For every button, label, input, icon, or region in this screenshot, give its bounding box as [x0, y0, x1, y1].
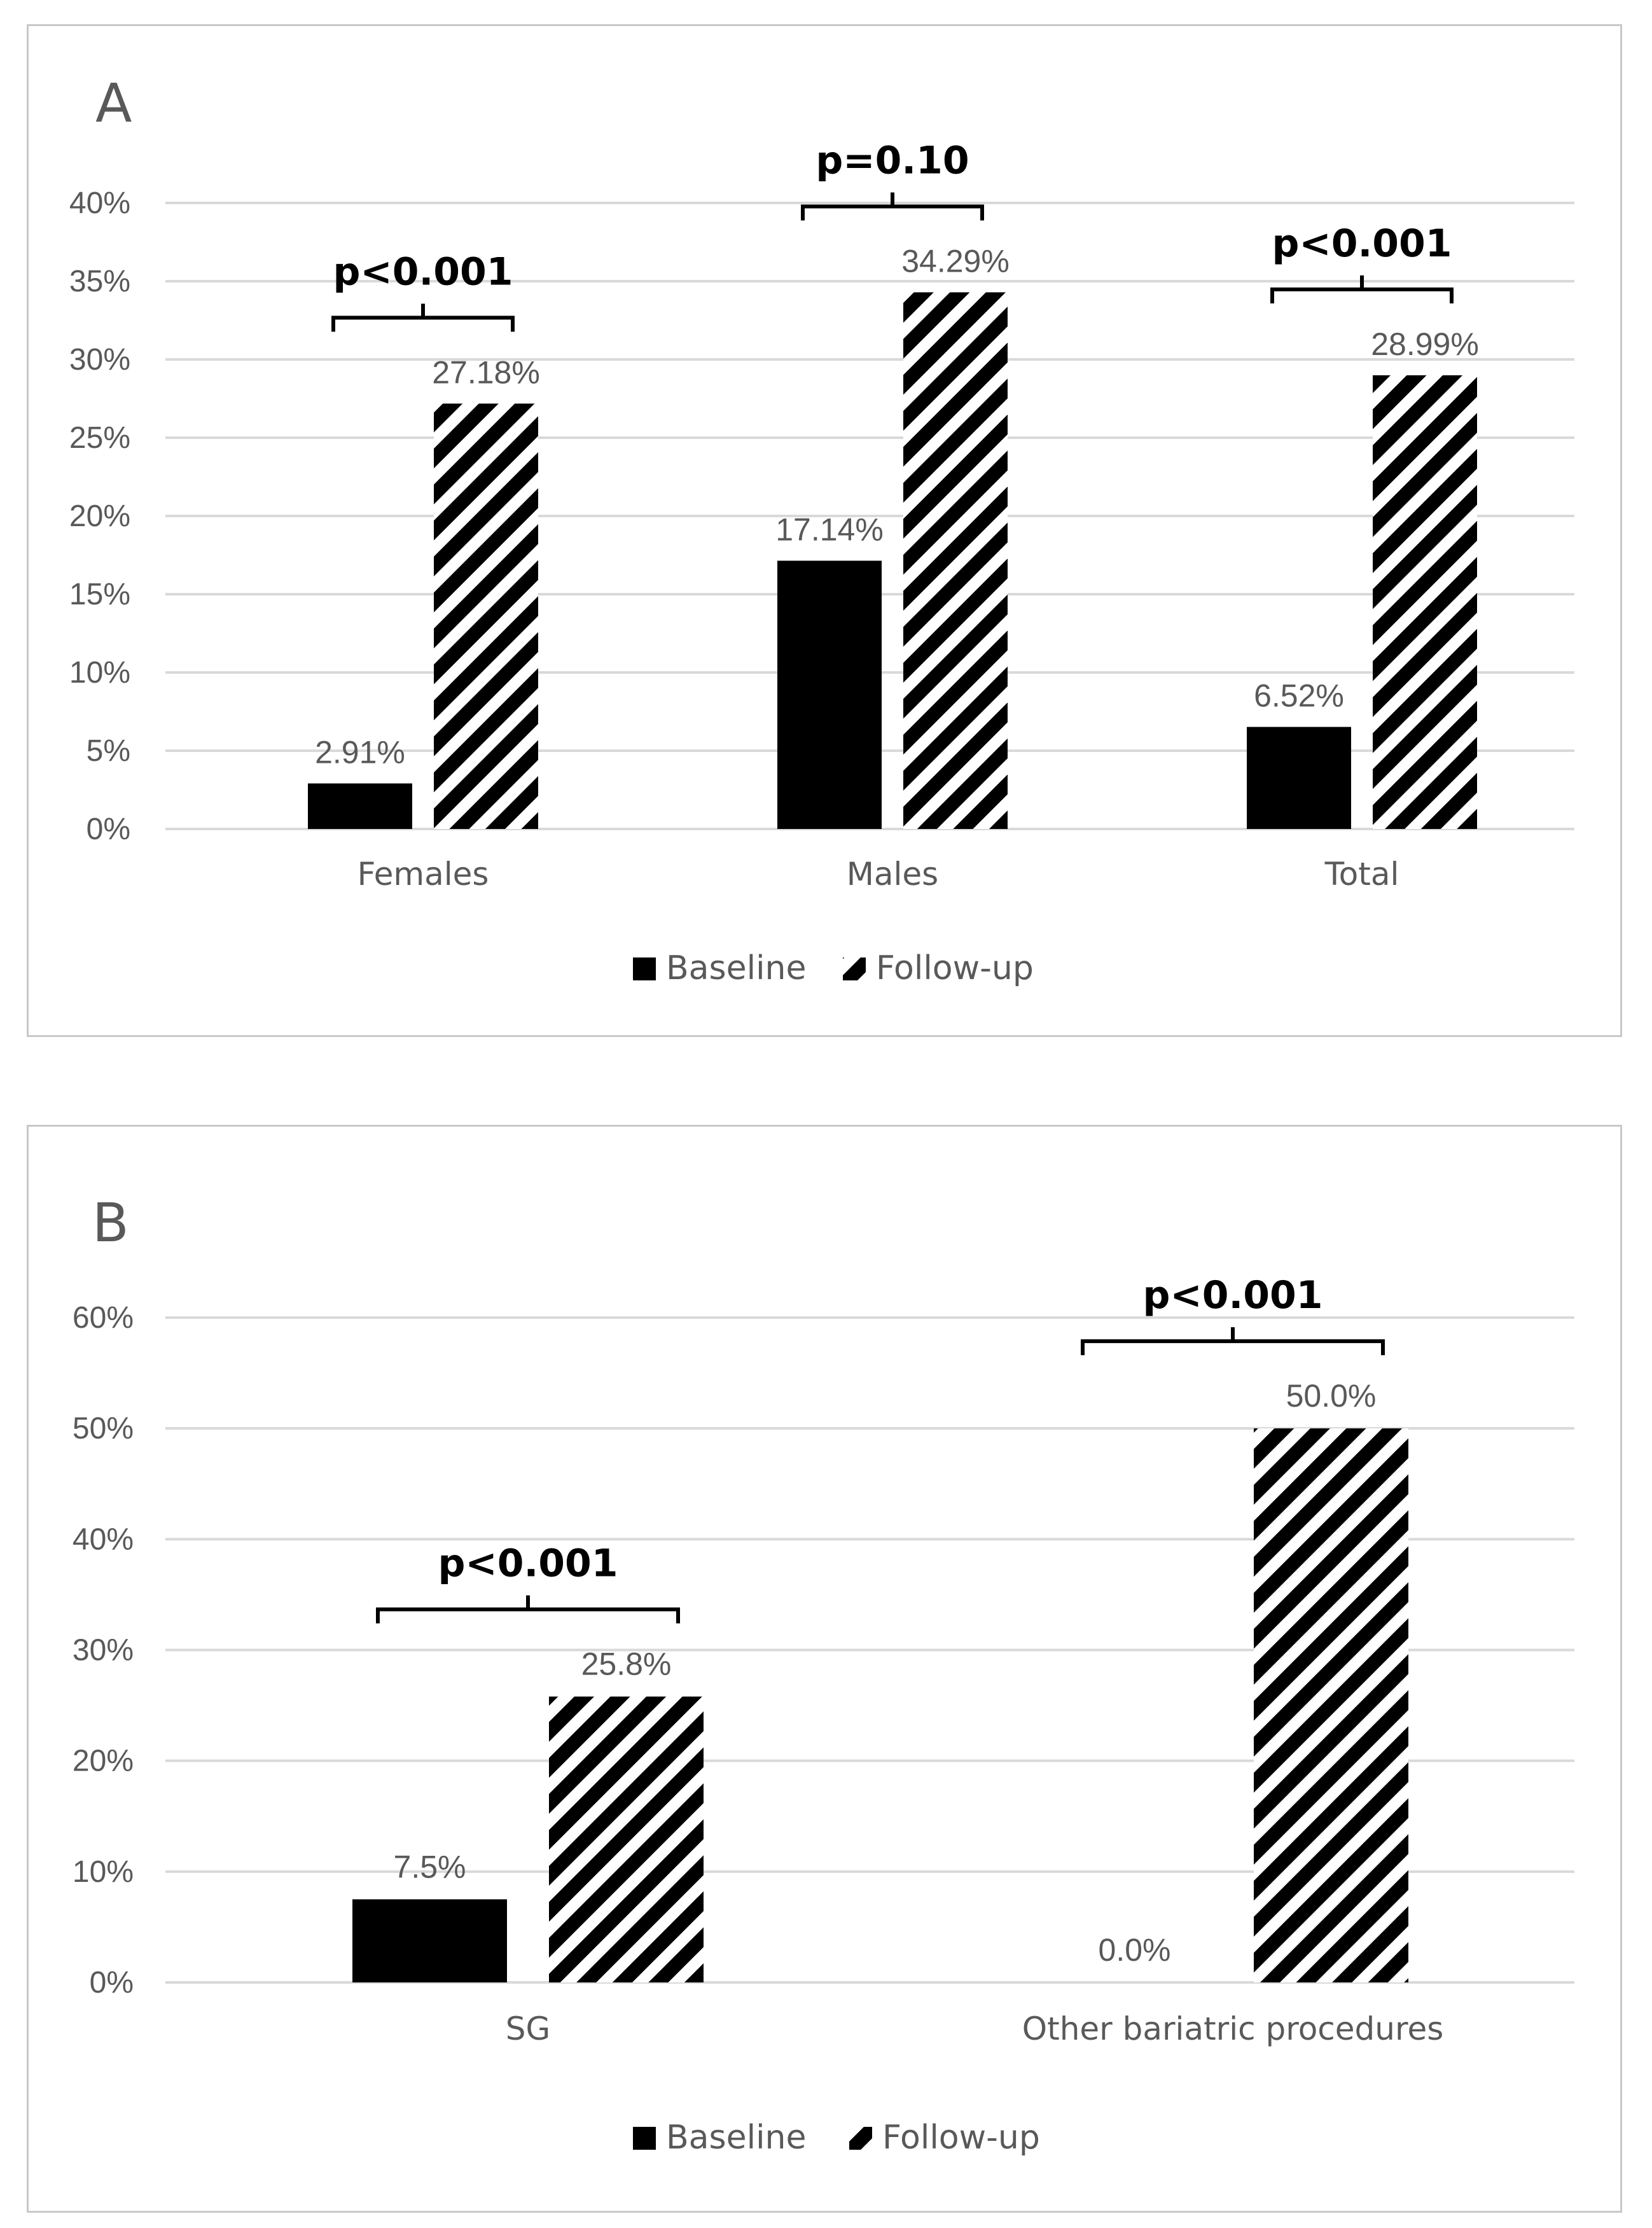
y-tick-label: 30% [69, 343, 130, 377]
data-label: 2.91% [315, 734, 405, 770]
significance-bracket [803, 192, 982, 220]
bar-follow-up [1373, 375, 1477, 829]
p-value-label: p<0.001 [438, 1541, 618, 1586]
y-tick-label: 0% [89, 1966, 134, 2000]
category-label: Other bariatric procedures [1022, 2010, 1444, 2047]
legend-swatch-baseline [633, 957, 656, 980]
y-tick-label: 35% [69, 265, 130, 298]
significance-bracket [378, 1596, 678, 1624]
data-label: 6.52% [1254, 678, 1344, 714]
y-tick-label: 20% [72, 1744, 134, 1778]
legend-label: Follow-up [876, 949, 1034, 987]
data-label: 7.5% [393, 1849, 466, 1885]
bar-baseline [777, 560, 882, 829]
legend-label: Baseline [666, 2119, 807, 2157]
y-tick-label: 30% [72, 1633, 134, 1668]
bar-baseline [352, 1899, 507, 1982]
legend-swatch-follow-up [849, 2127, 872, 2150]
category-label: SG [505, 2010, 551, 2047]
legend-swatch-follow-up [843, 957, 866, 980]
p-value-label: p=0.10 [816, 138, 969, 183]
category-label: Females [357, 856, 489, 893]
category-label: Total [1324, 856, 1399, 893]
panel-letter: B [92, 1192, 129, 1254]
y-tick-label: 15% [69, 578, 130, 611]
p-value-label: p<0.001 [1142, 1273, 1323, 1318]
chart-panel-b [27, 1125, 1622, 2213]
data-label: 34.29% [901, 243, 1010, 279]
bar-baseline [1247, 727, 1351, 829]
significance-bracket [1083, 1327, 1383, 1355]
bar-follow-up [434, 403, 538, 829]
chart-a-svg [29, 26, 1620, 1035]
bar-follow-up [903, 292, 1008, 829]
significance-bracket [333, 303, 513, 331]
chart-b-svg [29, 1127, 1620, 2211]
chart-panel-a [27, 24, 1622, 1037]
category-label: Males [846, 856, 939, 893]
y-tick-label: 10% [72, 1855, 134, 1889]
data-label: 28.99% [1371, 326, 1479, 362]
data-label: 50.0% [1286, 1378, 1377, 1414]
p-value-label: p<0.001 [333, 249, 513, 295]
bar-follow-up [1254, 1428, 1408, 1982]
data-label: 17.14% [775, 512, 884, 548]
bar-follow-up [549, 1697, 704, 1982]
y-tick-label: 5% [86, 734, 130, 768]
legend-swatch-baseline [633, 2127, 656, 2150]
legend-label: Baseline [666, 949, 807, 987]
y-tick-label: 0% [86, 812, 130, 846]
y-tick-label: 50% [72, 1412, 134, 1446]
legend-label: Follow-up [882, 2119, 1040, 2157]
p-value-label: p<0.001 [1272, 221, 1452, 266]
y-tick-label: 25% [69, 421, 130, 455]
data-label: 25.8% [581, 1646, 672, 1682]
y-tick-label: 10% [69, 656, 130, 690]
data-label: 0.0% [1098, 1932, 1171, 1968]
y-tick-label: 60% [72, 1301, 134, 1335]
y-tick-label: 40% [72, 1522, 134, 1557]
panel-letter: A [95, 72, 132, 134]
y-tick-label: 20% [69, 499, 130, 533]
significance-bracket [1272, 275, 1452, 303]
y-tick-label: 40% [69, 186, 130, 220]
data-label: 27.18% [432, 354, 540, 391]
bar-baseline [308, 783, 412, 829]
